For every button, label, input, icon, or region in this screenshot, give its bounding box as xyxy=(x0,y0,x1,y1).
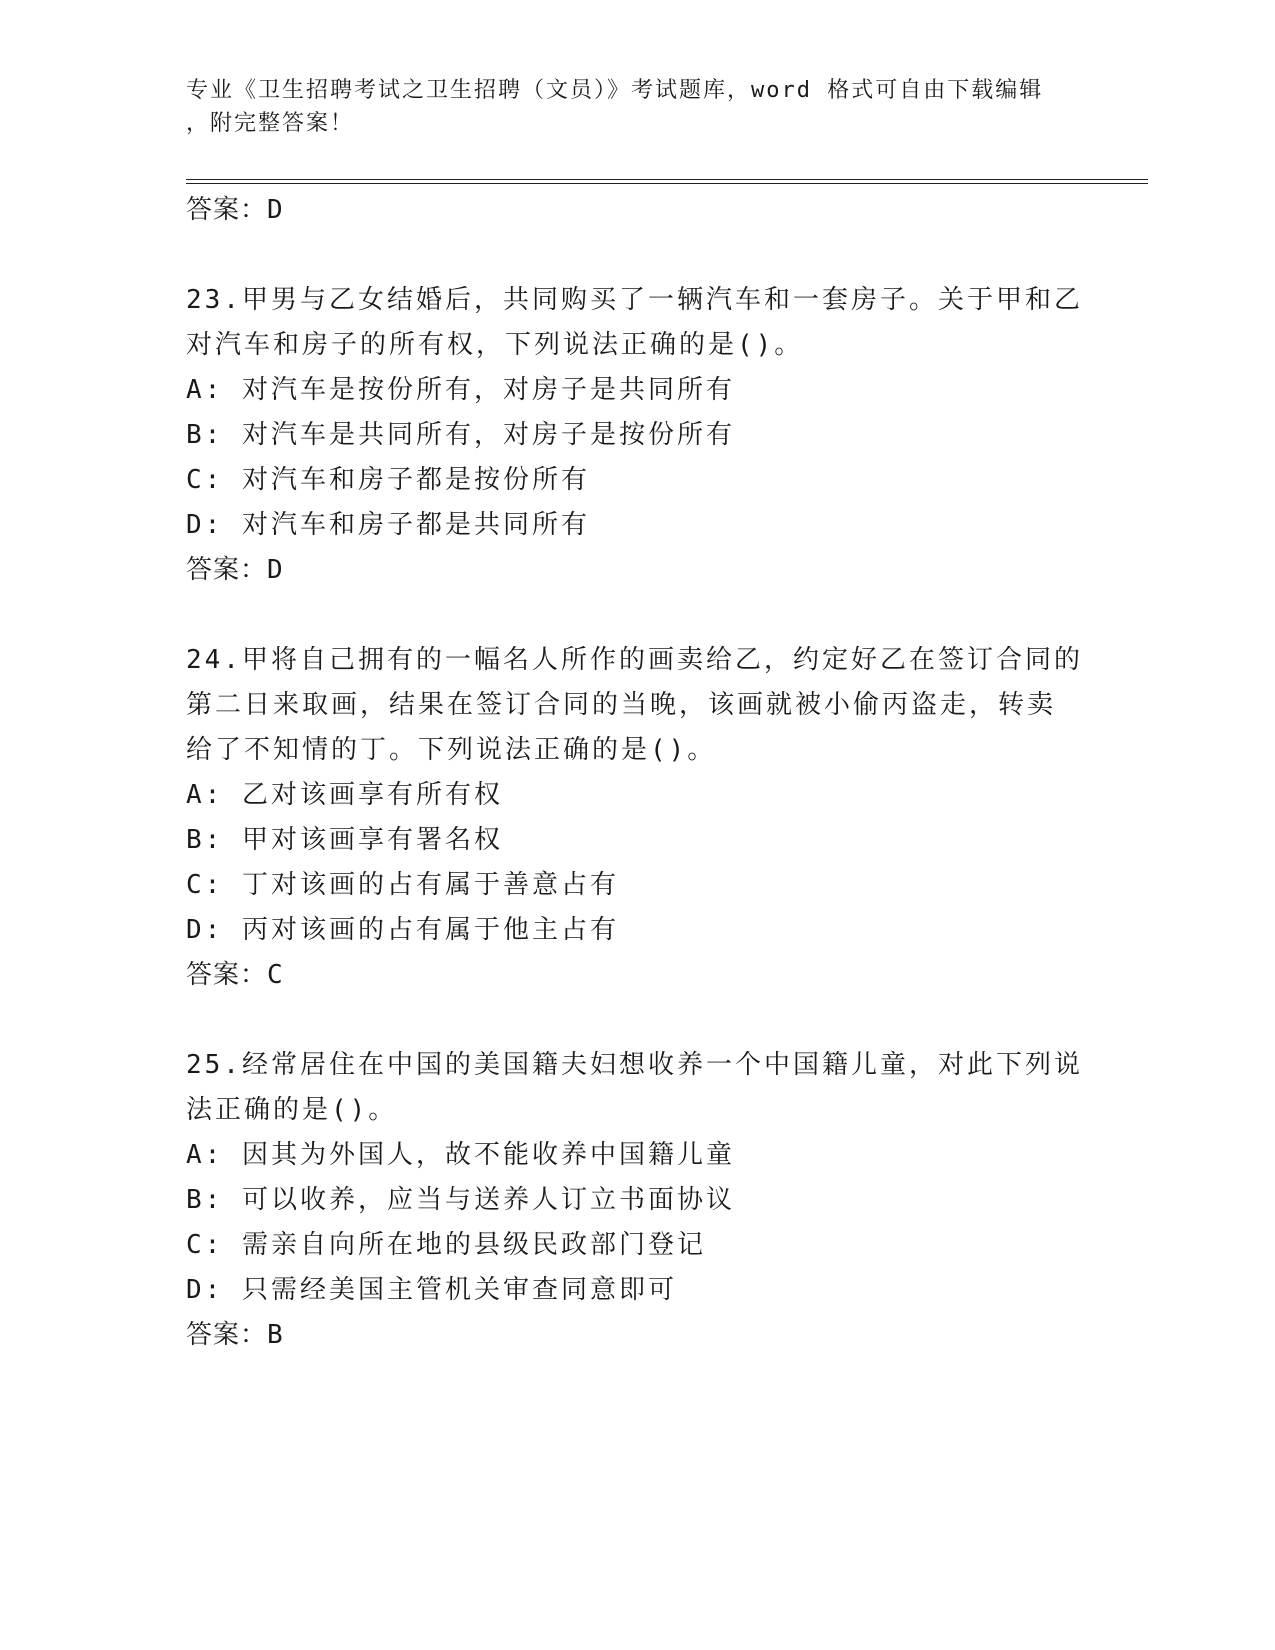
question-stem-line: 23.甲男与乙女结婚后，共同购买了一辆汽车和一套房子。关于甲和乙 xyxy=(186,285,1083,315)
answer-line xyxy=(186,188,1086,233)
answer-value: D xyxy=(267,195,284,225)
question-stem-line: 对汽车和房子的所有权，下列说法正确的是()。 xyxy=(186,330,804,360)
answer-line xyxy=(186,1313,1086,1358)
question-24 xyxy=(186,638,1086,998)
answer-value: B xyxy=(267,1320,284,1350)
option-b: B: 对汽车是共同所有，对房子是按份所有 xyxy=(186,420,735,450)
option-a: A: 对汽车是按份所有，对房子是共同所有 xyxy=(186,375,735,405)
header-divider-top xyxy=(186,179,1148,180)
answer-label: 答案： xyxy=(186,555,268,585)
option-a: A: 因其为外国人，故不能收养中国籍儿童 xyxy=(186,1140,735,1170)
question-stem-line: 25.经常居住在中国的美国籍夫妇想收养一个中国籍儿童，对此下列说 xyxy=(186,1050,1083,1080)
document-body xyxy=(186,188,1086,1358)
option-c: C: 对汽车和房子都是按份所有 xyxy=(186,465,590,495)
question-stem-line: 给了不知情的丁。下列说法正确的是()。 xyxy=(186,735,717,765)
option-d: D: 只需经美国主管机关审查同意即可 xyxy=(186,1275,677,1305)
option-c: C: 需亲自向所在地的县级民政部门登记 xyxy=(186,1230,706,1260)
option-c: C: 丁对该画的占有属于善意占有 xyxy=(186,870,619,900)
answer-label: 答案： xyxy=(186,960,268,990)
option-b: B: 甲对该画享有署名权 xyxy=(186,825,503,855)
answer-label: 答案： xyxy=(186,195,268,225)
option-a: A: 乙对该画享有所有权 xyxy=(186,780,503,810)
question-stem-line: 法正确的是()。 xyxy=(186,1095,398,1125)
option-b: B: 可以收养，应当与送养人订立书面协议 xyxy=(186,1185,735,1215)
header-line-1: 专业《卫生招聘考试之卫生招聘（文员）》考试题库，word 格式可自由下载编辑 xyxy=(186,78,1044,103)
header-line-2: ，附完整答案！ xyxy=(186,111,355,136)
answer-value: C xyxy=(267,960,284,990)
page-header xyxy=(186,74,1066,140)
answer-line xyxy=(186,548,1086,593)
option-d: D: 对汽车和房子都是共同所有 xyxy=(186,510,590,540)
answer-value: D xyxy=(267,555,284,585)
question-25 xyxy=(186,1043,1086,1358)
question-stem-line: 第二日来取画，结果在签订合同的当晚，该画就被小偷丙盗走，转卖 xyxy=(186,690,1057,720)
answer-label: 答案： xyxy=(186,1320,268,1350)
question-23 xyxy=(186,278,1086,593)
option-d: D: 丙对该画的占有属于他主占有 xyxy=(186,915,619,945)
question-stem-line: 24.甲将自己拥有的一幅名人所作的画卖给乙，约定好乙在签订合同的 xyxy=(186,645,1083,675)
answer-line xyxy=(186,953,1086,998)
header-divider-bottom xyxy=(186,183,1148,184)
